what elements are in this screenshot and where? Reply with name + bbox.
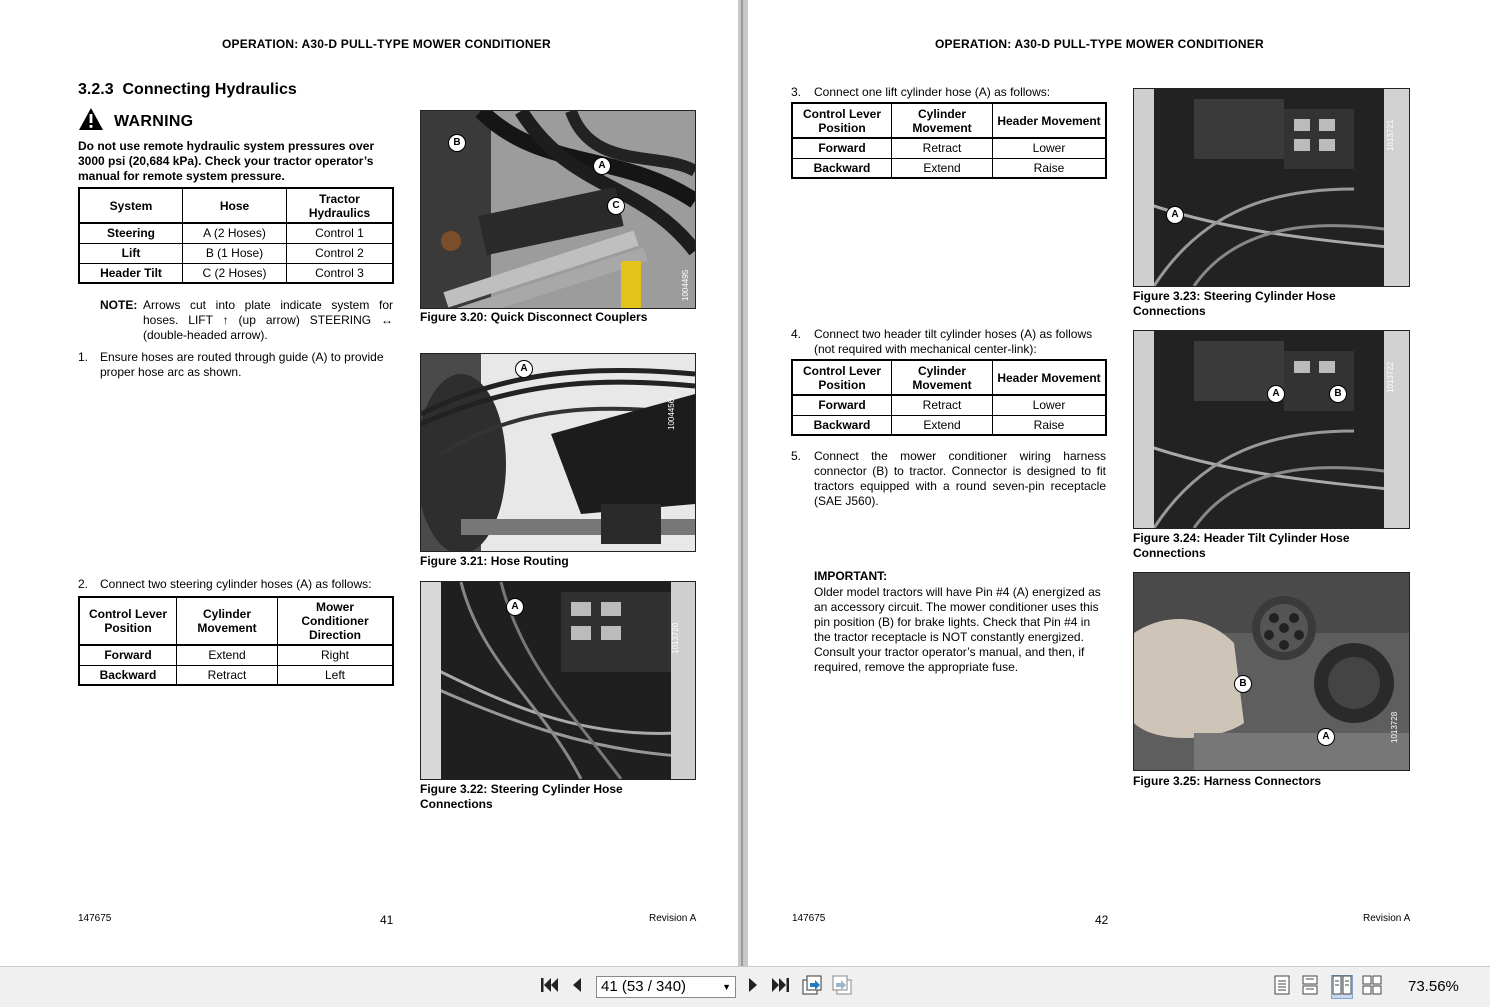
next-page-icon [746, 976, 760, 999]
page-header: OPERATION: A30-D PULL-TYPE MOWER CONDITIONER [935, 37, 1264, 51]
footer-revision: Revision A [1363, 913, 1411, 924]
table-cell: Backward [792, 158, 892, 178]
figure-caption: Figure 3.22: Steering Cylinder Hose Connections [420, 782, 623, 811]
table-cell: Control 1 [287, 223, 394, 243]
table-header: Control Lever Position [792, 103, 892, 138]
table-cell: Backward [79, 665, 177, 685]
table-cell: Forward [79, 645, 177, 665]
lift-table [791, 102, 1107, 179]
figure-steering-cylinder-hose-connections [1133, 88, 1410, 287]
section-number: 3.2.3 [78, 81, 114, 98]
figure-header-tilt-cylinder-hose [1133, 330, 1410, 529]
important-label: IMPORTANT: [814, 569, 888, 583]
figure-id: 1004456 [667, 398, 676, 430]
table-row [79, 645, 393, 665]
two-page-continuous-view-button[interactable] [1361, 975, 1383, 999]
note-label: NOTE: [100, 298, 138, 312]
page-number-select[interactable] [596, 976, 736, 998]
table-header: Header Movement [993, 360, 1107, 395]
warning-header [78, 107, 193, 136]
figure-caption: Figure 3.21: Hose Routing [420, 554, 569, 568]
step-number: 4. [791, 327, 802, 341]
figure-steering-cylinder-hose [420, 581, 696, 780]
table-cell: C (2 Hoses) [183, 263, 287, 283]
callout-a: A [1317, 728, 1335, 746]
figure-id: 1013728 [1390, 711, 1399, 743]
previous-page-button[interactable] [566, 975, 588, 999]
warning-triangle-icon [78, 107, 104, 136]
table-cell: A (2 Hoses) [183, 223, 287, 243]
two-page-icon [1332, 975, 1352, 1000]
table-cell: Retract [177, 665, 278, 685]
page-gutter [738, 0, 748, 966]
two-page-continuous-icon [1362, 975, 1382, 1000]
page-select-value: 41 (53 / 340) [601, 978, 687, 995]
prev-page-icon [570, 976, 584, 999]
pdf-page-left [0, 0, 738, 966]
footer-revision: Revision A [649, 913, 697, 924]
step-text: Connect two steering cylinder hoses (A) as follows: [100, 577, 372, 591]
table-header: Cylinder Movement [892, 360, 993, 395]
figure-caption: Figure 3.23: Steering Cylinder Hose Connections [1133, 289, 1336, 318]
go-back-icon [801, 974, 823, 1001]
step-number: 3. [791, 85, 802, 99]
continuous-page-icon [1302, 975, 1318, 1000]
continuous-page-view-button[interactable] [1299, 975, 1321, 999]
table-header: Header Movement [993, 103, 1107, 138]
table-header: System [79, 188, 183, 223]
last-page-icon [771, 976, 791, 999]
callout-b: B [1234, 675, 1252, 693]
table-cell: Lift [79, 243, 183, 263]
table-cell: Extend [892, 158, 993, 178]
important-text: Older model tractors will have Pin #4 (A) energized as an accessory circuit. The mower conditioner uses this pin position (B) for brake lights. Check that Pin #4 in the tractor receptacle is NOT constantly energized. Consult your tractor operator’s manual, and then, if required, remove the appropriate fuse. [814, 585, 1101, 674]
table-header: Tractor Hydraulics [287, 188, 394, 223]
table-row [792, 158, 1106, 178]
figure-id: 1013721 [1386, 119, 1395, 151]
table-cell: B (1 Hose) [183, 243, 287, 263]
page-number: 41 [380, 913, 394, 927]
table-header: Cylinder Movement [892, 103, 993, 138]
table-row [79, 665, 393, 685]
table-cell: Control 2 [287, 243, 394, 263]
table-row [792, 415, 1106, 435]
table-cell: Retract [892, 138, 993, 158]
table-cell: Retract [892, 395, 993, 415]
callout-a: A [1166, 206, 1184, 224]
table-header: Control Lever Position [79, 597, 177, 645]
callout-a: A [1267, 385, 1285, 403]
footer-doc-number: 147675 [792, 913, 826, 924]
two-page-view-button[interactable] [1331, 975, 1353, 999]
chevron-down-icon: ▼ [722, 982, 731, 992]
table-cell: Backward [792, 415, 892, 435]
pdf-page-right [748, 0, 1490, 966]
table-cell: Forward [792, 395, 892, 415]
callout-b: B [1329, 385, 1347, 403]
single-page-view-button[interactable] [1271, 975, 1293, 999]
zoom-level[interactable]: 73.56% [1408, 978, 1459, 995]
warning-text: Do not use remote hydraulic system pressures over 3000 psi (20,684 kPa). Check your tractor operator’s manual for remote system pressure. [78, 139, 375, 183]
callout-a: A [593, 157, 611, 175]
step-text: Ensure hoses are routed through guide (A) to provide proper hose arc as shown. [100, 350, 384, 379]
table-header: Hose [183, 188, 287, 223]
go-forward-button[interactable] [831, 975, 853, 999]
table-cell: Control 3 [287, 263, 394, 283]
single-page-icon [1274, 975, 1290, 1000]
first-page-icon [539, 976, 559, 999]
figure-caption: Figure 3.20: Quick Disconnect Couplers [420, 310, 648, 324]
first-page-button[interactable] [538, 975, 560, 999]
warning-title: WARNING [114, 112, 194, 130]
go-forward-icon [831, 974, 853, 1001]
figure-id: 1004495 [681, 269, 690, 301]
table-row [792, 395, 1106, 415]
table-cell: Header Tilt [79, 263, 183, 283]
next-page-button[interactable] [742, 975, 764, 999]
table-cell: Raise [993, 415, 1107, 435]
tilt-table [791, 359, 1107, 436]
system-table [78, 187, 394, 284]
page-number: 42 [1095, 913, 1109, 927]
step-text: Connect the mower conditioner wiring harness connector (B) to tractor. Connector is designed to fit tractors equipped with a round seven-pin receptacle (SAE J560). [814, 449, 1106, 508]
figure-hose-routing [420, 353, 696, 552]
table-cell: Left [278, 665, 394, 685]
callout-a: A [515, 360, 533, 378]
steering-table [78, 596, 394, 686]
table-cell: Raise [993, 158, 1107, 178]
callout-a: A [506, 598, 524, 616]
figure-harness-connectors [1133, 572, 1410, 771]
footer-doc-number: 147675 [78, 913, 112, 924]
figure-id: 1013722 [1386, 361, 1395, 393]
last-page-button[interactable] [770, 975, 792, 999]
table-row [79, 223, 393, 243]
figure-quick-disconnect-couplers [420, 110, 696, 309]
step-text: Connect one lift cylinder hose (A) as follows: [814, 85, 1051, 99]
table-row [79, 263, 393, 283]
table-cell: Steering [79, 223, 183, 243]
step-number: 5. [791, 449, 802, 463]
table-cell: Lower [993, 138, 1107, 158]
note-text: Arrows cut into plate indicate system for hoses. LIFT ↑ (up arrow) STEERING ↔ (double-headed arrow). [143, 298, 393, 342]
figure-caption: Figure 3.25: Harness Connectors [1133, 774, 1322, 788]
table-header: Control Lever Position [792, 360, 892, 395]
step-text: Connect two header tilt cylinder hoses (A) as follows (not required with mechanical center-link): [814, 327, 1093, 356]
table-cell: Extend [892, 415, 993, 435]
figure-id: 1013720 [671, 622, 680, 654]
go-back-button[interactable] [801, 975, 823, 999]
step-number: 1. [78, 350, 89, 364]
table-row [79, 243, 393, 263]
table-cell: Lower [993, 395, 1107, 415]
table-header: Cylinder Movement [177, 597, 278, 645]
viewer-toolbar [0, 966, 1490, 1007]
callout-c: C [607, 197, 625, 215]
table-row [792, 138, 1106, 158]
figure-caption: Figure 3.24: Header Tilt Cylinder Hose Connections [1133, 531, 1350, 560]
table-cell: Forward [792, 138, 892, 158]
callout-b: B [448, 134, 466, 152]
section-heading [78, 81, 297, 99]
section-title: Connecting Hydraulics [122, 81, 297, 98]
table-cell: Right [278, 645, 394, 665]
table-cell: Extend [177, 645, 278, 665]
page-header: OPERATION: A30-D PULL-TYPE MOWER CONDITIONER [222, 37, 551, 51]
step-number: 2. [78, 577, 89, 591]
table-header: Mower Conditioner Direction [278, 597, 394, 645]
